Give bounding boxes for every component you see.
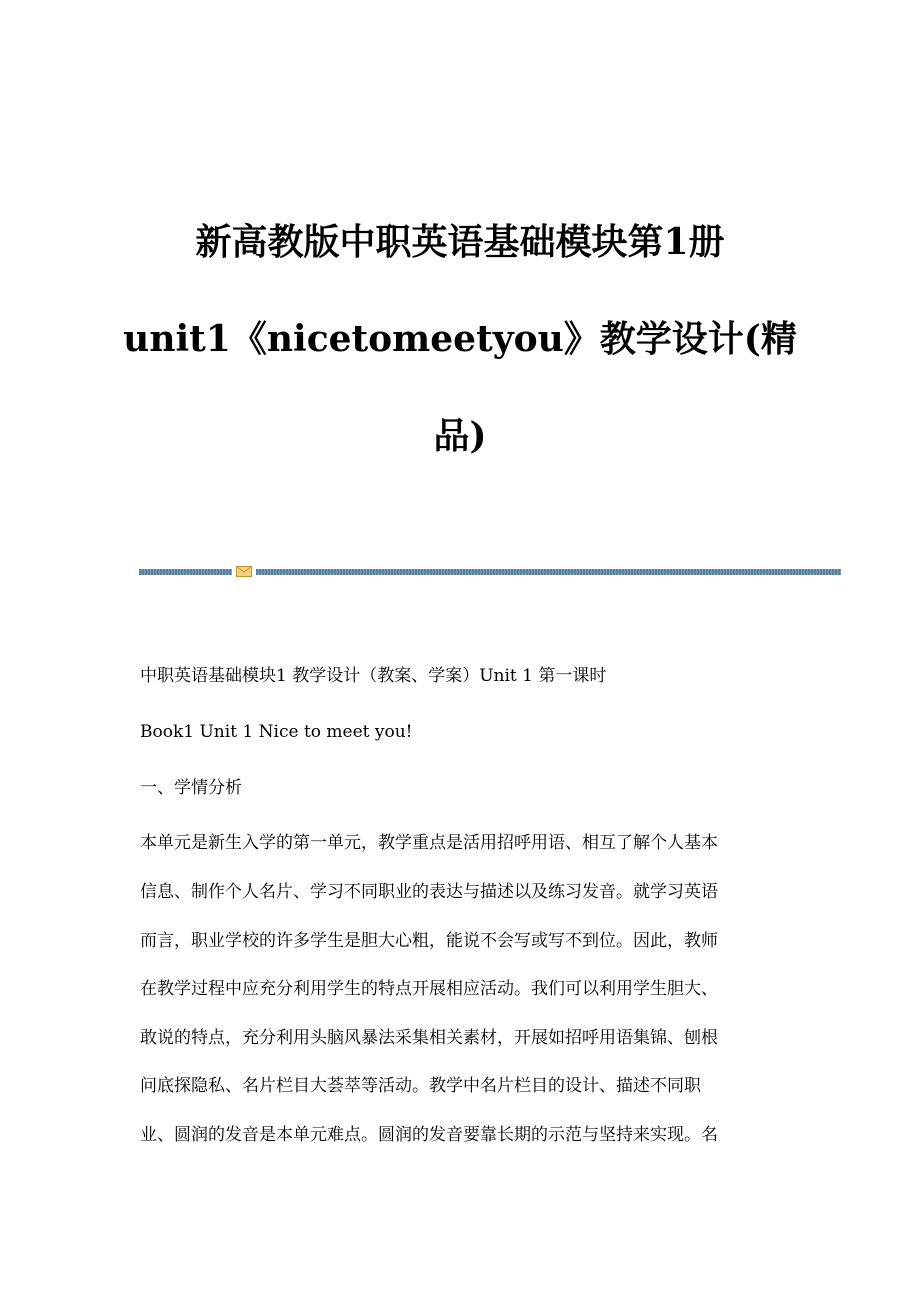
paragraph-line: 本单元是新生入学的第一单元，教学重点是活用招呼用语、相互了解个人基本 [140, 833, 718, 853]
lesson-subtitle: 中职英语基础模块1 教学设计（教案、学案）Unit 1 第一课时 [140, 666, 607, 686]
divider-bar-right [256, 569, 841, 575]
paragraph-line: 敢说的特点，充分利用头脑风暴法采集相关素材，开展如招呼用语集锦、刨根 [140, 1028, 718, 1048]
paragraph-line: 而言，职业学校的许多学生是胆大心粗，能说不会写或写不到位。因此，教师 [140, 931, 718, 951]
title-divider [139, 566, 841, 576]
paragraph-line: 在教学过程中应充分利用学生的特点开展相应活动。我们可以利用学生胆大、 [140, 979, 718, 999]
document-title-line-2: unit1《nicetomeetyou》教学设计(精 [123, 318, 797, 360]
document-title-line-1: 新高教版中职英语基础模块第1册 [195, 221, 725, 263]
paragraph-line: 问底探隐私、名片栏目大荟萃等活动。教学中名片栏目的设计、描述不同职 [140, 1076, 701, 1096]
divider-bar-left [139, 569, 232, 575]
paragraph-line: 信息、制作个人名片、学习不同职业的表达与描述以及练习发音。就学习英语 [140, 882, 718, 902]
book-unit-title: Book1 Unit 1 Nice to meet you! [140, 722, 413, 742]
envelope-icon [236, 566, 252, 577]
section-heading-learner-analysis: 一、学情分析 [140, 778, 242, 798]
document-title-line-3: 品) [433, 415, 487, 457]
paragraph-line: 业、圆润的发音是本单元难点。圆润的发音要靠长期的示范与坚持来实现。名 [140, 1125, 718, 1145]
